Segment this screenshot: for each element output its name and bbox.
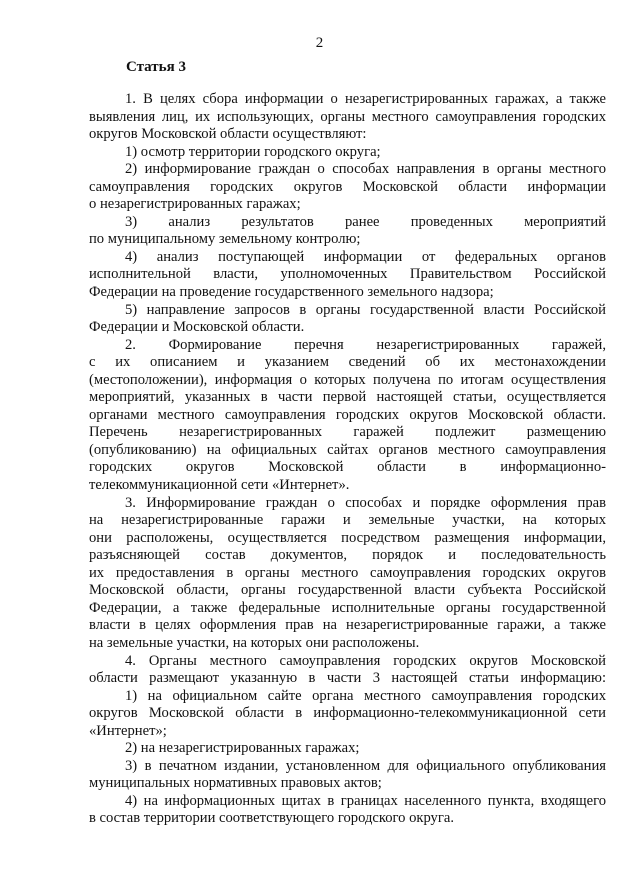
body-line: 3) анализ результатов ранее проведенных мероприятий <box>125 213 606 230</box>
body-line: (опубликованию) на официальных сайтах органов местного самоуправления <box>89 441 606 458</box>
body-line: власти в целях оформления прав на незарегистрированные гаражи, а также <box>89 617 606 634</box>
body-line: мероприятий, указанных в части первой настоящей статьи, осуществляется <box>89 389 606 406</box>
body-line: Федерации на проведение государственного земельного надзора; <box>89 284 494 301</box>
body-line: городских округов Московской области в информационно- <box>89 459 606 476</box>
article-body <box>89 91 606 828</box>
body-line: 1) осмотр территории городского округа; <box>125 143 381 160</box>
body-line: разъясняющей состав документов, порядок и последовательность <box>89 547 606 564</box>
body-line: области размещают указанную в части 3 настоящей статьи информацию: <box>89 670 606 687</box>
body-line: органами местного самоуправления городских округов Московской области. <box>89 406 606 423</box>
body-line: на незарегистрированные гаражи и земельные участки, на которых <box>89 512 606 529</box>
body-line: их предоставления в органы местного самоуправления городских округов <box>89 564 606 581</box>
body-line: Московской области, органы государственной власти субъекта Российской <box>89 582 606 599</box>
body-line: Перечень незарегистрированных гаражей подлежит размещению <box>89 424 606 441</box>
body-line: (местоположении), информация о которых получена по итогам осуществления <box>89 371 606 388</box>
body-line: Федерации и Московской области. <box>89 319 305 336</box>
body-line: округов Московской области осуществляют: <box>89 126 367 143</box>
body-line: исполнительной власти, уполномоченных Правительством Российской <box>89 266 606 283</box>
body-line: самоуправления городских округов Московской области информации <box>89 178 606 195</box>
body-line: с их описанием и указанием сведений об их местонахождении <box>89 354 606 371</box>
body-line: 4) на информационных щитах в границах населенного пункта, входящего <box>125 792 606 809</box>
body-line: 4. Органы местного самоуправления городских округов Московской <box>125 652 606 669</box>
body-line: выявления лиц, их использующих, органы местного самоуправления городских <box>89 108 606 125</box>
body-line: 1. В целях сбора информации о незарегистрированных гаражах, а также <box>125 91 606 107</box>
body-line: 3) в печатном издании, установленном для официального опубликования <box>125 757 606 774</box>
body-line: в состав территории соответствующего городского округа. <box>89 810 454 827</box>
page-number: 2 <box>315 35 324 51</box>
body-line: 2) информирование граждан о способах направления в органы местного <box>125 161 606 178</box>
body-line: 3. Информирование граждан о способах и порядке оформления прав <box>125 494 606 511</box>
body-line: 2. Формирование перечня незарегистрированных гаражей, <box>125 336 606 353</box>
body-line: телекоммуникационной сети «Интернет». <box>89 477 350 494</box>
body-line: Федерации, а также федеральные исполнительные органы государственной <box>89 599 606 616</box>
body-line: они расположены, осуществляется посредством размещения информации, <box>89 529 606 546</box>
body-line: 5) направление запросов в органы государственной власти Российской <box>125 301 606 318</box>
body-line: 2) на незарегистрированных гаражах; <box>125 740 360 757</box>
body-line: округов Московской области в информационно-телекоммуникационной сети <box>89 705 606 722</box>
body-line: по муниципальному земельному контролю; <box>89 231 361 248</box>
body-line: 1) на официальном сайте органа местного самоуправления городских <box>125 687 606 704</box>
body-line: «Интернет»; <box>89 722 167 739</box>
body-line: 4) анализ поступающей информации от федеральных органов <box>125 248 606 265</box>
body-line: муниципальных нормативных правовых актов; <box>89 775 382 792</box>
body-line: о незарегистрированных гаражах; <box>89 196 301 213</box>
body-line: на земельные участки, на которых они расположены. <box>89 634 420 651</box>
article-title: Статья 3 <box>126 59 186 75</box>
